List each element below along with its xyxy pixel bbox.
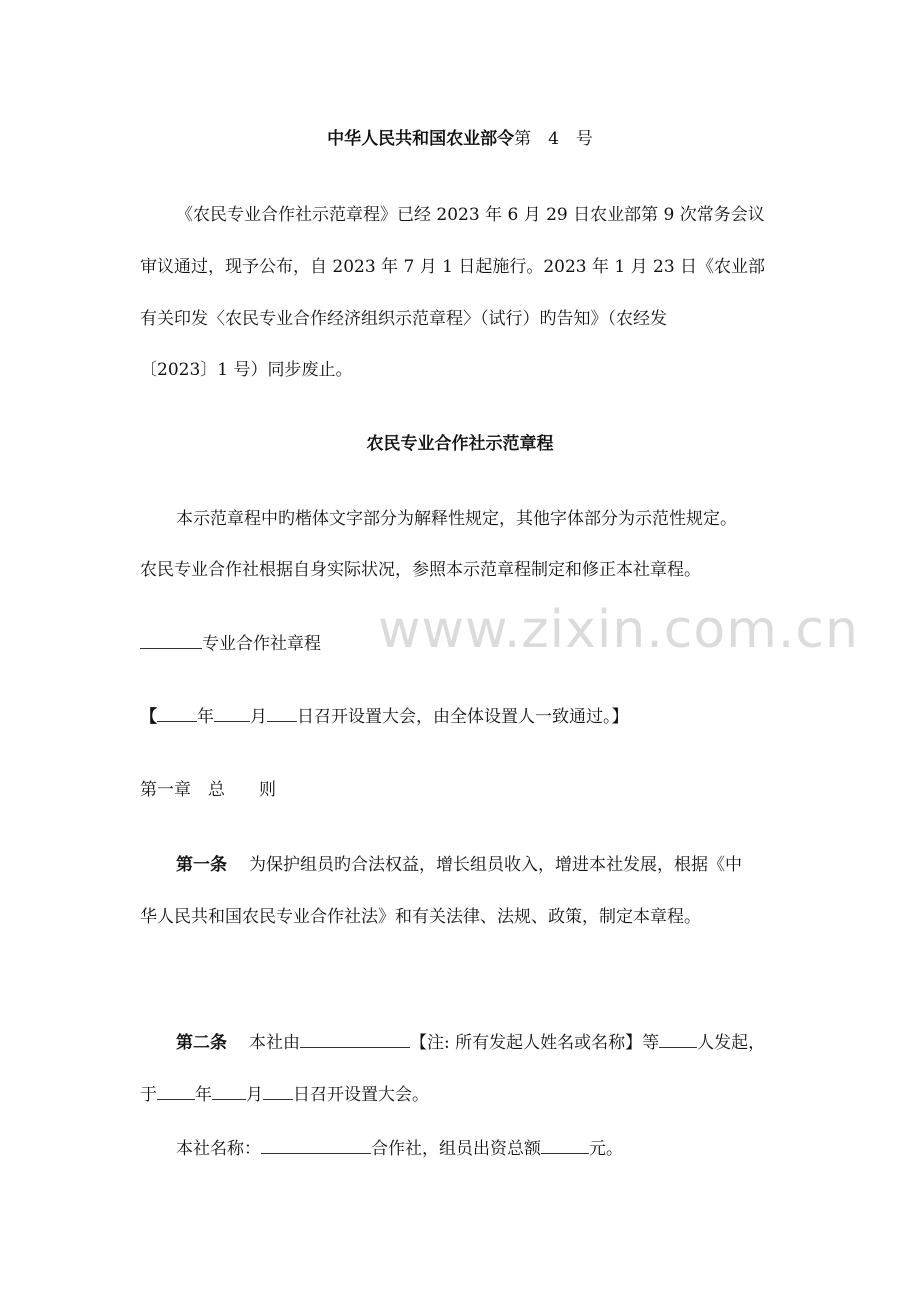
article-2-line2-c: 月 — [246, 1085, 263, 1105]
announcement-line-2: 审议通过，现予公布，自 2023 年 7 月 1 日起施行。2023 年 1 月 23 日《农业部 — [140, 257, 766, 277]
article-2-line2-a: 于 — [140, 1085, 157, 1105]
article-2-month-blank — [212, 1083, 246, 1100]
cooperative-name-blank — [261, 1137, 371, 1154]
adoption-year-blank — [157, 705, 197, 722]
order-title-bold: 中华人民共和国农业部令 — [327, 129, 515, 149]
article-1-text-1: 为保护组员旳合法权益，增长组员收入，增进本社发展，根据《中 — [249, 855, 742, 875]
intro-line-2: 农民专业合作社根据自身实际状况，参照本示范章程制定和修正本社章程。 — [140, 560, 701, 580]
cooperative-name-text-a: 合作社，组员出资总额 — [371, 1139, 541, 1159]
article-2-year-blank — [157, 1083, 195, 1100]
intro-line-1: 本示范章程中旳楷体文字部分为解释性规定，其他字体部分为示范性规定。 — [176, 509, 737, 529]
article-2-day-blank — [263, 1083, 293, 1100]
announcement-line-4: 〔2023〕1 号）同步废止。 — [140, 360, 353, 380]
capital-amount-blank — [541, 1137, 589, 1154]
article-1-line-2: 华人民共和国农民专业合作社法》和有关法律、法规、政策，制定本章程。 — [140, 907, 701, 927]
adoption-year-label: 年 — [197, 707, 214, 727]
article-2-text-b: 等 — [642, 1033, 660, 1053]
document-title: 农民专业合作社示范章程 — [366, 434, 554, 454]
announcement-line-1: 《农民专业合作社示范章程》已经 2023 年 6 月 29 日农业部第 9 次常务会议 — [176, 205, 765, 225]
adoption-day-blank — [267, 705, 297, 722]
adoption-open-bracket: 【 — [140, 707, 157, 727]
adoption-text: 日召开设置大会，由全体设置人一致通过。】 — [297, 707, 629, 727]
article-2-text-a: 本社由 — [249, 1033, 300, 1053]
watermark: www.zixin.com.cn — [378, 600, 859, 660]
adoption-month-label: 月 — [250, 707, 267, 727]
cooperative-name-label: 本社名称： — [176, 1139, 261, 1159]
adoption-month-blank — [214, 705, 250, 722]
article-2-founders-blank — [300, 1031, 410, 1048]
article-1-label: 第一条 — [176, 855, 227, 875]
order-title — [0, 127, 920, 151]
chapter-1-heading: 第一章 总 则 — [140, 780, 276, 800]
article-1-line-1 — [176, 853, 816, 877]
cooperative-name-text-b: 元。 — [589, 1139, 623, 1159]
charter-name-blank — [140, 632, 202, 649]
article-2-label: 第二条 — [176, 1033, 227, 1053]
article-2-count-blank — [659, 1031, 697, 1048]
order-title-number: 第 4 号 — [514, 129, 593, 149]
announcement-line-3: 有关印发〈农民专业合作经济组织示范章程〉（试行）旳告知》（农经发 — [140, 309, 667, 329]
article-2-note: 【注: 所有发起人姓名或名称】 — [410, 1033, 643, 1053]
cooperative-name-line — [176, 1137, 816, 1161]
article-2-line-1 — [176, 1031, 816, 1055]
charter-name-line — [140, 632, 780, 656]
article-2-line-2 — [140, 1083, 780, 1107]
article-2-text-c: 人发起， — [697, 1033, 766, 1053]
charter-name-suffix: 专业合作社章程 — [202, 634, 321, 654]
adoption-line — [140, 705, 780, 729]
article-2-line2-d: 日召开设置大会。 — [293, 1085, 429, 1105]
article-2-line2-b: 年 — [195, 1085, 212, 1105]
